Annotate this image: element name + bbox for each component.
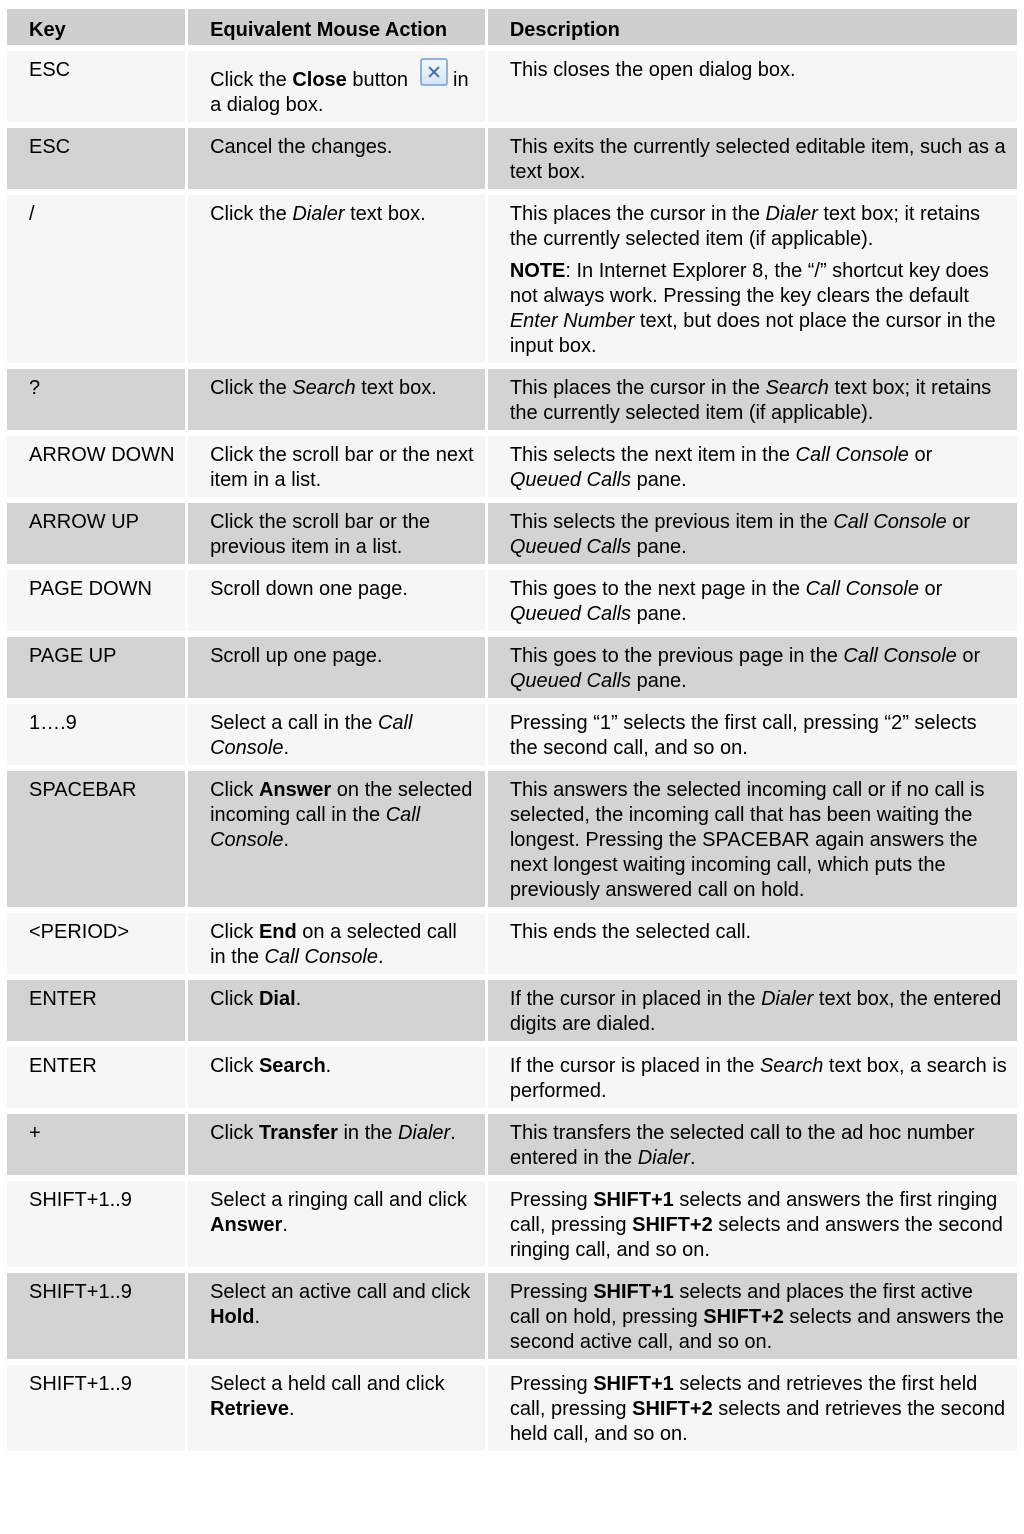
mouse-action-cell xyxy=(188,369,485,430)
italic-text: Call Console xyxy=(805,578,919,600)
table-row xyxy=(7,1365,1017,1451)
text: . xyxy=(689,1147,696,1169)
bold-text: Close xyxy=(292,69,347,91)
description-cell xyxy=(488,51,1017,122)
italic-text: Queued Calls xyxy=(509,670,632,692)
text: This places the cursor in the xyxy=(509,203,766,225)
table-row xyxy=(7,980,1017,1041)
description-paragraph xyxy=(510,443,1007,493)
italic-text: Queued Calls xyxy=(509,536,632,558)
description-paragraph xyxy=(510,1054,1007,1104)
header-equivalent-mouse-action: Equivalent Mouse Action xyxy=(188,9,485,45)
text: pane. xyxy=(631,536,687,558)
description-cell xyxy=(488,570,1017,631)
text: This exits the currently selected editable item, such as a text box. xyxy=(509,136,1006,183)
description-cell xyxy=(488,913,1017,974)
text: Click the scroll bar or the previous item in a list. xyxy=(210,511,431,558)
text: This answers the selected incoming call or if no call is selected, the incoming call that has been waiting the longest. Pressing the SPACEBAR again answers the next longest waiting incoming call, which puts the previously answered call on hold. xyxy=(509,779,985,901)
key-cell: PAGE UP xyxy=(7,637,185,698)
bold-text: SHIFT+1 xyxy=(593,1373,674,1395)
key-cell: / xyxy=(7,195,185,363)
mouse-action-cell xyxy=(188,637,485,698)
key-cell: SHIFT+1..9 xyxy=(7,1273,185,1359)
description-cell xyxy=(488,503,1017,564)
key-cell: PAGE DOWN xyxy=(7,570,185,631)
description-paragraph xyxy=(510,1188,1007,1263)
description-paragraph xyxy=(510,987,1007,1037)
bold-text: Dial xyxy=(258,988,296,1010)
text: Pressing xyxy=(509,1281,594,1303)
description-paragraph xyxy=(510,778,1007,903)
italic-text: Dialer xyxy=(292,203,345,225)
text: on a selected call in the xyxy=(210,921,457,968)
text: . xyxy=(282,1214,288,1236)
text: in the xyxy=(337,1122,398,1144)
text: This ends the selected call. xyxy=(509,921,752,943)
bold-text: SHIFT+2 xyxy=(703,1306,784,1328)
italic-text: Call Console xyxy=(833,511,947,533)
text: Select a ringing call and click xyxy=(210,1189,467,1211)
table-row xyxy=(7,913,1017,974)
italic-text: Dialer xyxy=(397,1122,451,1144)
text: Scroll up one page. xyxy=(210,645,383,667)
description-cell xyxy=(488,1365,1017,1451)
key-cell: <PERIOD> xyxy=(7,913,185,974)
header-row xyxy=(7,9,1017,45)
mouse-action-cell xyxy=(188,704,485,765)
text: text box. xyxy=(355,377,437,399)
text: Click xyxy=(210,1122,259,1144)
mouse-action-cell xyxy=(188,1365,485,1451)
table-row xyxy=(7,704,1017,765)
key-cell: 1….9 xyxy=(7,704,185,765)
table-row xyxy=(7,128,1017,189)
description-paragraph xyxy=(510,259,1007,359)
italic-text: Search xyxy=(292,377,356,399)
key-cell: ARROW UP xyxy=(7,503,185,564)
mouse-action-cell xyxy=(188,771,485,907)
text: Click xyxy=(210,921,259,943)
bold-text: Answer xyxy=(258,779,332,801)
text: selects and retrieves the second held call, and so on. xyxy=(509,1398,1006,1445)
mouse-action-cell xyxy=(188,128,485,189)
text: Select a call in the xyxy=(210,712,378,734)
description-cell xyxy=(488,1047,1017,1108)
description-paragraph xyxy=(510,202,1007,252)
text: selects and answers the second active call, and so on. xyxy=(509,1306,1004,1353)
mouse-action-cell xyxy=(188,51,485,122)
italic-text: Dialer xyxy=(637,1147,690,1169)
description-paragraph xyxy=(510,1372,1007,1447)
text: Select an active call and click xyxy=(210,1281,471,1303)
key-cell: ARROW DOWN xyxy=(7,436,185,497)
text: text, but does not place the cursor in the input box. xyxy=(509,310,996,357)
header-key: Key xyxy=(7,9,185,45)
italic-text: Dialer xyxy=(765,203,818,225)
bold-text: Hold xyxy=(210,1306,255,1328)
text: This selects the previous item in the xyxy=(509,511,834,533)
key-cell: SHIFT+1..9 xyxy=(7,1365,185,1451)
text: text box, a search is performed. xyxy=(509,1055,1007,1102)
mouse-action-cell xyxy=(188,436,485,497)
bold-text: End xyxy=(258,921,297,943)
italic-text: Call Console xyxy=(795,444,909,466)
text: . xyxy=(377,946,384,968)
text: : In Internet Explorer 8, the “/” shortcut key does not always work. Pressing the key clears the default xyxy=(509,260,989,307)
bold-text: Retrieve xyxy=(210,1398,289,1420)
table-row xyxy=(7,1181,1017,1267)
description-cell xyxy=(488,195,1017,363)
text: text box; it retains the currently selected item (if applicable). xyxy=(509,377,992,424)
text: This goes to the previous page in the xyxy=(509,645,844,667)
text: or xyxy=(918,578,943,600)
mouse-action-cell xyxy=(188,503,485,564)
bold-text: SHIFT+2 xyxy=(632,1214,713,1236)
description-cell xyxy=(488,1181,1017,1267)
text: selects and answers the second ringing call, and so on. xyxy=(509,1214,1003,1261)
description-cell xyxy=(488,436,1017,497)
italic-text: Dialer xyxy=(761,988,814,1010)
table-body xyxy=(7,51,1017,1451)
close-button-icon xyxy=(420,58,448,86)
text: selects and places the first active call on hold, pressing xyxy=(509,1281,973,1328)
text: or xyxy=(956,645,981,667)
text: selects and answers the first ringing call, pressing xyxy=(509,1189,998,1236)
table-row xyxy=(7,436,1017,497)
description-paragraph xyxy=(510,711,1007,761)
table-row xyxy=(7,637,1017,698)
italic-text: Call Console xyxy=(264,946,378,968)
italic-text: Search xyxy=(759,1055,824,1077)
key-cell: + xyxy=(7,1114,185,1175)
text: Pressing “1” selects the first call, pressing “2” selects the second call, and so on. xyxy=(509,712,977,759)
italic-text: Enter Number xyxy=(509,310,635,332)
text: on the selected incoming call in the xyxy=(210,779,473,826)
key-cell: ESC xyxy=(7,51,185,122)
text: Click the xyxy=(210,203,293,225)
text: Pressing xyxy=(509,1373,594,1395)
text: pane. xyxy=(631,603,687,625)
bold-text: Transfer xyxy=(258,1122,338,1144)
text: If the cursor in placed in the xyxy=(509,988,762,1010)
key-cell: ESC xyxy=(7,128,185,189)
description-paragraph xyxy=(510,577,1007,627)
description-cell xyxy=(488,980,1017,1041)
key-cell: ? xyxy=(7,369,185,430)
text: text box, the entered digits are dialed. xyxy=(509,988,1002,1035)
description-paragraph xyxy=(510,644,1007,694)
text: Click the scroll bar or the next item in a list. xyxy=(210,444,474,491)
text: This selects the next item in the xyxy=(509,444,796,466)
table-row xyxy=(7,503,1017,564)
italic-text: Call Console xyxy=(210,712,413,759)
mouse-action-cell xyxy=(188,1273,485,1359)
text: text box. xyxy=(344,203,426,225)
text: . xyxy=(450,1122,456,1144)
bold-text: Search xyxy=(258,1055,326,1077)
text: Click xyxy=(210,1055,259,1077)
description-paragraph xyxy=(510,510,1007,560)
table-row xyxy=(7,51,1017,122)
table-row xyxy=(7,369,1017,430)
text: . xyxy=(283,829,290,851)
text: selects and retrieves the first held call, pressing xyxy=(509,1373,978,1420)
mouse-action-cell xyxy=(188,913,485,974)
key-cell: SPACEBAR xyxy=(7,771,185,907)
description-cell xyxy=(488,1114,1017,1175)
italic-text: Call Console xyxy=(843,645,957,667)
description-paragraph xyxy=(510,920,1007,945)
italic-text: Queued Calls xyxy=(509,603,632,625)
header-description: Description xyxy=(488,9,1017,45)
text: This closes the open dialog box. xyxy=(509,59,796,81)
table-row xyxy=(7,771,1017,907)
description-paragraph xyxy=(510,1280,1007,1355)
mouse-action-cell xyxy=(188,1114,485,1175)
text: This goes to the next page in the xyxy=(509,578,806,600)
bold-text: SHIFT+1 xyxy=(593,1189,674,1211)
text: Click the xyxy=(210,69,293,91)
mouse-action-cell xyxy=(188,1181,485,1267)
text: or xyxy=(908,444,933,466)
description-cell xyxy=(488,637,1017,698)
text: button xyxy=(346,69,414,91)
table-row xyxy=(7,1114,1017,1175)
text: pane. xyxy=(631,670,687,692)
text: If the cursor is placed in the xyxy=(509,1055,760,1077)
text: . xyxy=(283,737,290,759)
text: or xyxy=(946,511,971,533)
text: . xyxy=(295,988,302,1010)
table-row xyxy=(7,1273,1017,1359)
text: This places the cursor in the xyxy=(509,377,766,399)
description-cell xyxy=(488,128,1017,189)
bold-text: SHIFT+2 xyxy=(632,1398,713,1420)
italic-text: Call Console xyxy=(210,804,421,851)
italic-text: Search xyxy=(765,377,829,399)
text: pane. xyxy=(631,469,687,491)
key-cell: SHIFT+1..9 xyxy=(7,1181,185,1267)
mouse-action-cell xyxy=(188,980,485,1041)
bold-text: Answer xyxy=(210,1214,283,1236)
text: Scroll down one page. xyxy=(210,578,408,600)
text: text box; it retains the currently selected item (if applicable). xyxy=(509,203,981,250)
mouse-action-cell xyxy=(188,195,485,363)
text: . xyxy=(325,1055,332,1077)
description-cell xyxy=(488,704,1017,765)
description-cell xyxy=(488,1273,1017,1359)
text: Click xyxy=(210,779,259,801)
description-cell xyxy=(488,369,1017,430)
text: Select a held call and click xyxy=(210,1373,445,1395)
mouse-action-cell xyxy=(188,1047,485,1108)
text: Cancel the changes. xyxy=(210,136,393,158)
italic-text: Queued Calls xyxy=(509,469,632,491)
key-cell: ENTER xyxy=(7,1047,185,1108)
text: . xyxy=(289,1398,295,1420)
description-paragraph xyxy=(510,58,1007,83)
text: Click the xyxy=(210,377,293,399)
table-row xyxy=(7,195,1017,363)
key-cell: ENTER xyxy=(7,980,185,1041)
text: Click xyxy=(210,988,259,1010)
table-row xyxy=(7,1047,1017,1108)
text: in a dialog box. xyxy=(210,69,469,116)
keyboard-shortcuts-table xyxy=(4,3,1020,1457)
text: . xyxy=(254,1306,261,1328)
description-paragraph xyxy=(510,1121,1007,1171)
description-paragraph xyxy=(510,135,1007,185)
bold-text: SHIFT+1 xyxy=(593,1281,674,1303)
description-cell xyxy=(488,771,1017,907)
table-row xyxy=(7,570,1017,631)
text: Pressing xyxy=(509,1189,594,1211)
mouse-action-cell xyxy=(188,570,485,631)
text: This transfers the selected call to the ad hoc number entered in the xyxy=(509,1122,975,1169)
description-paragraph xyxy=(510,376,1007,426)
bold-text: NOTE xyxy=(509,260,566,282)
